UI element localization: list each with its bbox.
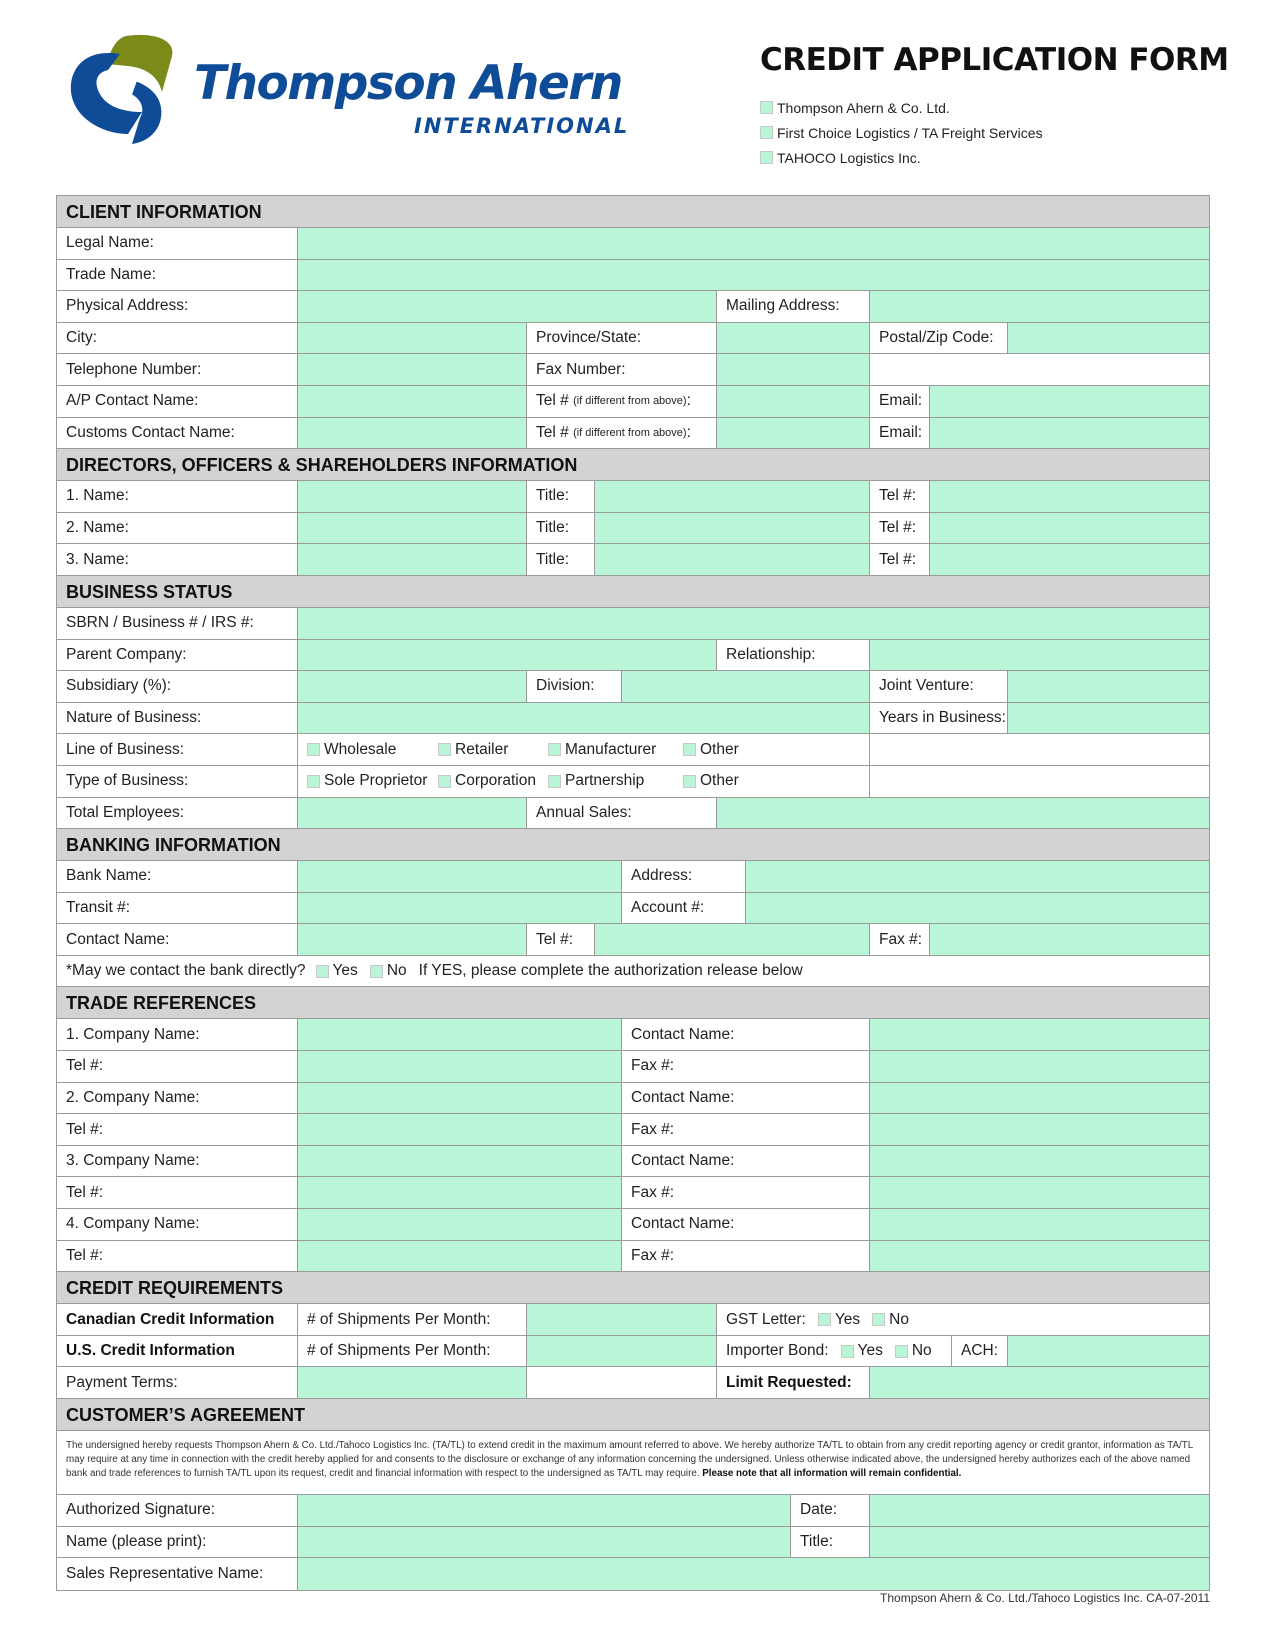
- checkbox-icon[interactable]: [760, 151, 773, 164]
- signature-input[interactable]: [297, 1495, 790, 1526]
- field-label: Contact Name:: [66, 930, 170, 948]
- form-row: [57, 640, 1209, 672]
- bank-contact-permission: *May we contact the bank directly? Yes No If YES, please complete the authorization release below: [66, 962, 803, 980]
- form-row: [57, 1209, 1209, 1241]
- field-label: Tel #:: [66, 1246, 104, 1264]
- form-row: [57, 354, 1209, 386]
- postal-code-input[interactable]: [1007, 323, 1209, 354]
- field-label: Total Employees:: [66, 803, 185, 821]
- form-row: [57, 1019, 1209, 1051]
- checkbox-icon[interactable]: [895, 1345, 908, 1358]
- field-label: Fax #:: [621, 1114, 869, 1145]
- field-label: Fax #:: [621, 1241, 869, 1272]
- empty-cell: [869, 734, 1209, 765]
- ap-contact-input[interactable]: [297, 386, 526, 417]
- field-label: Contact Name:: [621, 1019, 869, 1050]
- section-banking: BANKING INFORMATION: [57, 829, 1209, 861]
- field-label: City:: [66, 329, 97, 347]
- field-label: Division:: [526, 671, 621, 702]
- subsidiary-input[interactable]: [297, 671, 526, 702]
- form-row: [57, 671, 1209, 703]
- field-label: Customs Contact Name:: [66, 423, 235, 441]
- field-label: Tel # (if different from above) :: [526, 418, 716, 449]
- legal-name-input[interactable]: [297, 228, 1209, 259]
- bank-fax-input[interactable]: [929, 924, 1209, 955]
- field-label: # of Shipments Per Month:: [297, 1304, 526, 1335]
- field-label: Title:: [526, 513, 594, 544]
- form-row: [57, 1051, 1209, 1083]
- field-label: Line of Business:: [66, 740, 185, 758]
- field-label: Tel # (if different from above) :: [526, 386, 716, 417]
- bank-contact-input[interactable]: [297, 924, 526, 955]
- checkbox-icon[interactable]: [307, 743, 320, 756]
- company-options: [760, 95, 1043, 170]
- field-label: Postal/Zip Code:: [869, 323, 1007, 354]
- tel-input[interactable]: [297, 1114, 621, 1145]
- tel-input[interactable]: [297, 1241, 621, 1272]
- form-row: [57, 798, 1209, 830]
- field-label: Trade Name:: [66, 265, 156, 283]
- form-row: [57, 1527, 1209, 1559]
- form-row: [57, 956, 1209, 988]
- field-label: Title:: [526, 544, 594, 575]
- field-label: Subsidiary (%):: [66, 677, 172, 695]
- form-row: [57, 861, 1209, 893]
- field-label: U.S. Credit Information: [66, 1342, 235, 1360]
- telephone-input[interactable]: [297, 354, 526, 385]
- total-employees-input[interactable]: [297, 798, 526, 829]
- form-row: [57, 1083, 1209, 1115]
- form-row: [57, 260, 1209, 292]
- field-label: Type of Business:: [66, 772, 189, 790]
- form-row: [57, 1146, 1209, 1178]
- checkbox-icon[interactable]: [683, 743, 696, 756]
- field-label: Authorized Signature:: [66, 1501, 216, 1519]
- nature-of-business-input[interactable]: [297, 703, 869, 734]
- field-label: 4. Company Name:: [66, 1215, 200, 1233]
- form-row: [57, 1558, 1209, 1590]
- field-label: Title:: [526, 481, 594, 512]
- us-shipments-input[interactable]: [526, 1336, 716, 1367]
- field-label: Fax #:: [621, 1177, 869, 1208]
- fax-input[interactable]: [869, 1241, 1209, 1272]
- physical-address-input[interactable]: [297, 291, 716, 322]
- mailing-address-input[interactable]: [869, 291, 1209, 322]
- option-yes[interactable]: Yes: [316, 962, 358, 980]
- form-row: [57, 291, 1209, 323]
- form-row: [57, 513, 1209, 545]
- field-label: Relationship:: [716, 640, 869, 671]
- option-no[interactable]: No: [872, 1311, 909, 1329]
- trade-name-input[interactable]: [297, 260, 1209, 291]
- form-row: [57, 1177, 1209, 1209]
- form-row: [57, 1241, 1209, 1273]
- contact-name-input[interactable]: [869, 1209, 1209, 1240]
- form-row: [57, 608, 1209, 640]
- option-manufacturer[interactable]: Manufacturer: [548, 741, 683, 759]
- bank-address-input[interactable]: [745, 861, 1209, 892]
- contact-name-input[interactable]: [869, 1146, 1209, 1177]
- option-yes[interactable]: Yes: [818, 1311, 860, 1329]
- ap-email-input[interactable]: [929, 386, 1209, 417]
- form-title: CREDIT APPLICATION FORM: [760, 42, 1229, 78]
- signer-title-input[interactable]: [869, 1527, 1209, 1558]
- section-directors: DIRECTORS, OFFICERS & SHAREHOLDERS INFORMATION: [57, 449, 1209, 481]
- empty-cell: [869, 766, 1209, 797]
- checkbox-icon[interactable]: [683, 775, 696, 788]
- field-label: Canadian Credit Information: [66, 1310, 275, 1328]
- line-of-business-options: [297, 734, 869, 765]
- section-client-information: CLIENT INFORMATION: [57, 196, 1209, 228]
- form-row: [57, 734, 1209, 766]
- section-trade-references: TRADE REFERENCES: [57, 987, 1209, 1019]
- tel-input[interactable]: [297, 1051, 621, 1082]
- relationship-input[interactable]: [869, 640, 1209, 671]
- option-sole-proprietor[interactable]: Sole Proprietor: [307, 772, 438, 790]
- field-label: Payment Terms:: [66, 1373, 178, 1391]
- company-name-input[interactable]: [297, 1083, 621, 1114]
- company-name-input[interactable]: [297, 1146, 621, 1177]
- form-row: [57, 1367, 1209, 1399]
- field-label: 2. Company Name:: [66, 1088, 200, 1106]
- form-row: [57, 1304, 1209, 1336]
- logo-name: Thompson Ahern: [194, 56, 622, 111]
- payment-terms-input[interactable]: [297, 1367, 526, 1398]
- option-no[interactable]: No: [895, 1342, 932, 1360]
- field-label: # of Shipments Per Month:: [297, 1336, 526, 1367]
- city-input[interactable]: [297, 323, 526, 354]
- sbrn-input[interactable]: [297, 608, 1209, 639]
- field-label: Email:: [869, 386, 929, 417]
- field-label: Joint Venture:: [869, 671, 1007, 702]
- field-label: 2. Name:: [66, 519, 129, 537]
- tel-input[interactable]: [297, 1177, 621, 1208]
- parent-company-input[interactable]: [297, 640, 716, 671]
- form-row: [57, 418, 1209, 450]
- field-label: Sales Representative Name:: [66, 1564, 264, 1582]
- field-label: Tel #:: [869, 481, 929, 512]
- bank-tel-input[interactable]: [594, 924, 869, 955]
- canadian-shipments-input[interactable]: [526, 1304, 716, 1335]
- form-row: [57, 481, 1209, 513]
- agreement-text: The undersigned hereby requests Thompson Ahern & Co. Ltd./Tahoco Logistics Inc. (TA/TL) to extend credit in the maximum amount referred to above. We hereby authorize TA/TL to obtain from any credit reporting agency or credit grantor, information as TA/TL may require at any time in connection with the credit hereby applied for and consents to the disclosure or exchange of any information concerning the undersigned. Unless otherwise indicated above, the undersigned hereby authorizes each of the above named bank and trade references to furnish TA/TL upon its request, credit and financial information with respect to the undersigned as TA/TL may require. Please note that all information will remain confidential.: [57, 1431, 1209, 1495]
- director-tel-input[interactable]: [929, 544, 1209, 575]
- field-label: Address:: [621, 861, 745, 892]
- print-name-input[interactable]: [297, 1527, 790, 1558]
- form-row: [57, 1495, 1209, 1527]
- account-input[interactable]: [745, 893, 1209, 924]
- field-label: Contact Name:: [621, 1209, 869, 1240]
- contact-name-input[interactable]: [869, 1083, 1209, 1114]
- option-corporation[interactable]: Corporation: [438, 772, 548, 790]
- option-yes[interactable]: Yes: [841, 1342, 883, 1360]
- form-row: [57, 893, 1209, 925]
- option-other[interactable]: Other: [683, 741, 739, 759]
- credit-form: [56, 195, 1210, 1591]
- field-label: Fax Number:: [526, 354, 716, 385]
- field-label: Tel #:: [66, 1057, 104, 1075]
- fax-input[interactable]: [716, 354, 869, 385]
- ap-tel-input[interactable]: [716, 386, 869, 417]
- form-row: [57, 924, 1209, 956]
- field-label: Telephone Number:: [66, 360, 202, 378]
- logo-mark-icon: [68, 34, 188, 146]
- director-tel-input[interactable]: [929, 513, 1209, 544]
- footer-code: Thompson Ahern & Co. Ltd./Tahoco Logistics Inc. CA-07-2011: [880, 1591, 1210, 1605]
- field-label: Legal Name:: [66, 234, 154, 252]
- annual-sales-input[interactable]: [716, 798, 1209, 829]
- field-label: Physical Address:: [66, 297, 189, 315]
- division-input[interactable]: [621, 671, 869, 702]
- years-in-business-input[interactable]: [1007, 703, 1209, 734]
- field-label: Limit Requested:: [716, 1367, 869, 1398]
- date-input[interactable]: [869, 1495, 1209, 1526]
- type-of-business-options: [297, 766, 869, 797]
- field-label: 1. Company Name:: [66, 1025, 200, 1043]
- field-label: Tel #:: [869, 544, 929, 575]
- field-label: Annual Sales:: [526, 798, 716, 829]
- field-label: Parent Company:: [66, 645, 187, 663]
- joint-venture-input[interactable]: [1007, 671, 1209, 702]
- option-no[interactable]: No: [370, 962, 407, 980]
- field-label: Fax #:: [621, 1051, 869, 1082]
- field-label: A/P Contact Name:: [66, 392, 199, 410]
- sales-rep-input[interactable]: [297, 1558, 1209, 1590]
- logo-subtitle: INTERNATIONAL: [414, 114, 630, 138]
- company-name-input[interactable]: [297, 1209, 621, 1240]
- fax-input[interactable]: [869, 1114, 1209, 1145]
- field-label: Name (please print):: [66, 1532, 207, 1550]
- empty-cell: [526, 1367, 716, 1398]
- option-other[interactable]: Other: [683, 772, 739, 790]
- field-label: Tel #:: [66, 1183, 104, 1201]
- director-title-input[interactable]: [594, 544, 869, 575]
- form-row: [57, 1114, 1209, 1146]
- option-retailer[interactable]: Retailer: [438, 741, 548, 759]
- checkbox-icon[interactable]: [760, 126, 773, 139]
- form-row: [57, 323, 1209, 355]
- limit-requested-input[interactable]: [869, 1367, 1209, 1398]
- field-label: Mailing Address:: [716, 291, 869, 322]
- field-label: Tel #:: [526, 924, 594, 955]
- section-business-status: BUSINESS STATUS: [57, 576, 1209, 608]
- field-label: Bank Name:: [66, 867, 152, 885]
- section-credit-requirements: CREDIT REQUIREMENTS: [57, 1272, 1209, 1304]
- form-row: [57, 386, 1209, 418]
- checkbox-icon[interactable]: [818, 1313, 831, 1326]
- form-row: [57, 703, 1209, 735]
- field-label: Date:: [790, 1495, 869, 1526]
- form-row: [57, 766, 1209, 798]
- checkbox-icon[interactable]: [370, 965, 383, 978]
- contact-name-input[interactable]: [869, 1019, 1209, 1050]
- checkbox-icon[interactable]: [760, 101, 773, 114]
- checkbox-icon[interactable]: [841, 1345, 854, 1358]
- field-label: Province/State:: [526, 323, 716, 354]
- ach-input[interactable]: [1007, 1336, 1209, 1367]
- option-partnership[interactable]: Partnership: [548, 772, 683, 790]
- checkbox-icon[interactable]: [438, 743, 451, 756]
- field-label: Account #:: [621, 893, 745, 924]
- field-label: 3. Name:: [66, 550, 129, 568]
- company-logo: [68, 34, 648, 154]
- director-title-input[interactable]: [594, 481, 869, 512]
- field-label: 3. Company Name:: [66, 1152, 200, 1170]
- form-row: [57, 228, 1209, 260]
- company-option[interactable]: Thompson Ahern & Co. Ltd.: [760, 95, 1043, 120]
- director-name-input[interactable]: [297, 544, 526, 575]
- checkbox-icon[interactable]: [548, 775, 561, 788]
- bank-name-input[interactable]: [297, 861, 621, 892]
- field-label: Email:: [869, 418, 929, 449]
- field-label: Transit #:: [66, 898, 131, 916]
- option-wholesale[interactable]: Wholesale: [307, 741, 438, 759]
- field-label: 1. Name:: [66, 487, 129, 505]
- field-label: Contact Name:: [621, 1083, 869, 1114]
- form-row: [57, 1336, 1209, 1368]
- company-name-input[interactable]: [297, 1019, 621, 1050]
- checkbox-icon[interactable]: [548, 743, 561, 756]
- customs-email-input[interactable]: [929, 418, 1209, 449]
- section-customer-agreement: CUSTOMER’S AGREEMENT: [57, 1399, 1209, 1431]
- field-label: ACH:: [951, 1336, 1007, 1367]
- province-input[interactable]: [716, 323, 869, 354]
- fax-input[interactable]: [869, 1051, 1209, 1082]
- transit-input[interactable]: [297, 893, 621, 924]
- director-tel-input[interactable]: [929, 481, 1209, 512]
- field-label: Tel #:: [869, 513, 929, 544]
- importer-bond-options: Importer Bond: Yes No: [716, 1336, 951, 1367]
- director-name-input[interactable]: [297, 513, 526, 544]
- form-row: [57, 544, 1209, 576]
- gst-letter-options: GST Letter: Yes No: [716, 1304, 1209, 1335]
- customs-contact-input[interactable]: [297, 418, 526, 449]
- field-label: Nature of Business:: [66, 709, 202, 727]
- checkbox-icon[interactable]: [872, 1313, 885, 1326]
- field-label: Title:: [790, 1527, 869, 1558]
- checkbox-icon[interactable]: [438, 775, 451, 788]
- director-name-input[interactable]: [297, 481, 526, 512]
- field-label: Fax #:: [869, 924, 929, 955]
- director-title-input[interactable]: [594, 513, 869, 544]
- checkbox-icon[interactable]: [316, 965, 329, 978]
- field-label: Years in Business:: [869, 703, 1007, 734]
- company-option[interactable]: TAHOCO Logistics Inc.: [760, 145, 1043, 170]
- field-label: Contact Name:: [621, 1146, 869, 1177]
- company-option[interactable]: First Choice Logistics / TA Freight Services: [760, 120, 1043, 145]
- checkbox-icon[interactable]: [307, 775, 320, 788]
- field-label: Tel #:: [66, 1120, 104, 1138]
- customs-tel-input[interactable]: [716, 418, 869, 449]
- fax-input[interactable]: [869, 1177, 1209, 1208]
- field-label: SBRN / Business # / IRS #:: [66, 614, 254, 632]
- empty-cell: [869, 354, 1209, 385]
